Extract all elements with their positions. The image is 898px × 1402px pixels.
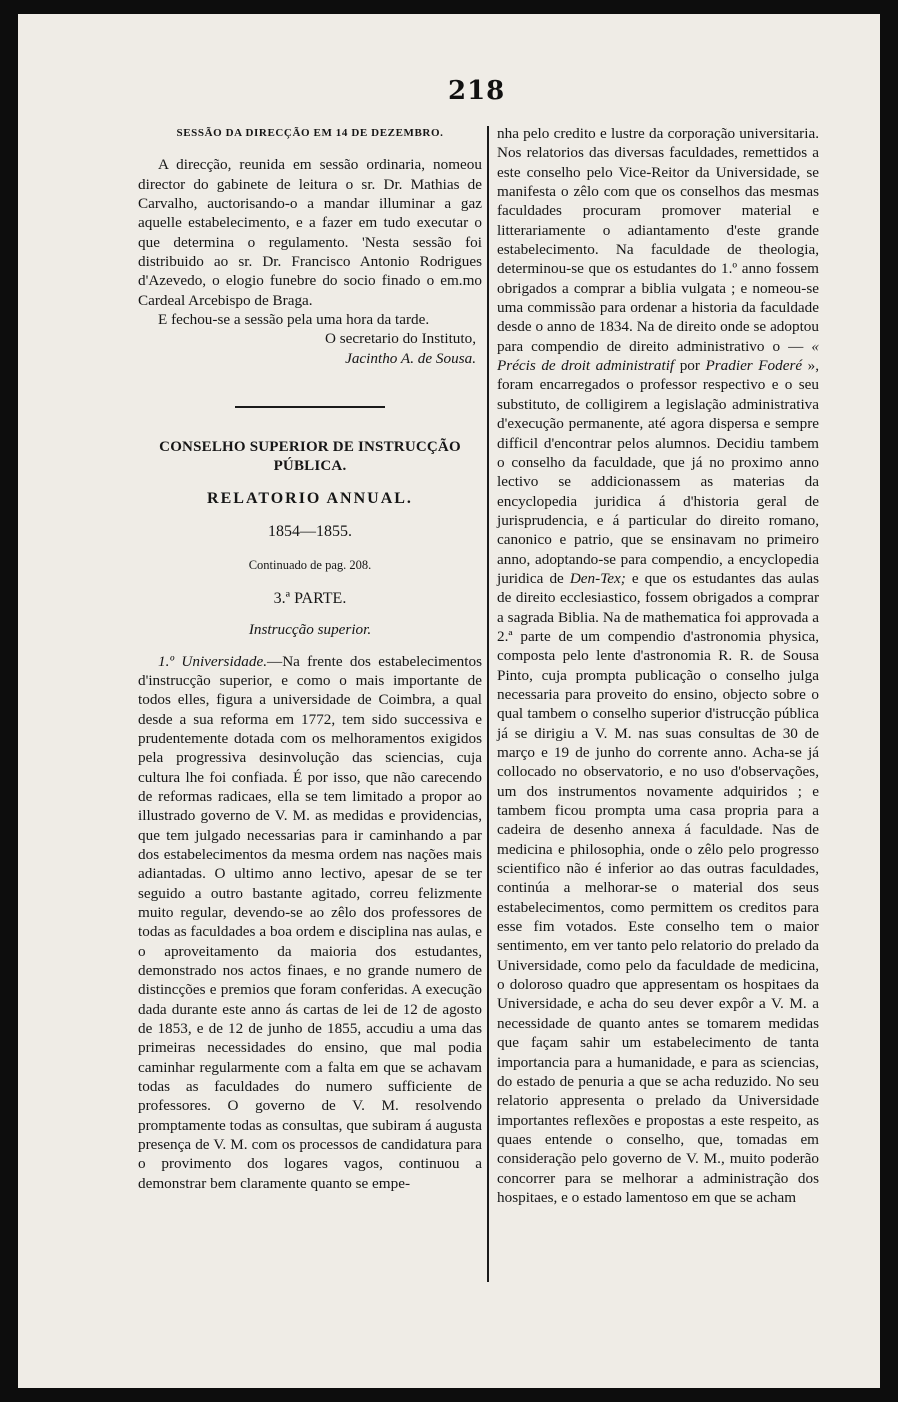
report-years: 1854—1855. bbox=[268, 523, 352, 541]
right-text-d: e que os estudantes das aulas de direito ecclesiastico, fossem obrigados a comprar a sagrada Biblia. Na de mathematica foi approvada a 2.ª parte de um compendio d'astronomia physica, composta pelo lente d'astronomia R. R. de Sousa Pinto, cuja prompta publicação o conselho julga necessaria para proveito do ensino, objecto sobre o qual tambem o conselho superior d'istrucção pública já se dirigiu a V. M. nas suas consultas de 30 de março e 19 de junho do corrente anno. Acha-se já collocado no observatorio, e no uso d'observações, um dos instrumentos novamente adquiridos ; e tambem ficou prompta uma casa propria para a cadeira de desenho annexa á faculdade. Nas de medicina e philosophia, onde o zêlo pelo progresso scientifico não é inferior ao das outras faculdades, continúa a melhorar-se o material dos seus estabelecimentos, como permittem os creditos para esse fim votados. Este conselho tem o maior sentimento, em ver tanto pelo relatorio do prelado da Universidade, como pelo da faculdade de medicina, o doloroso quadro que appresentam os hospitaes da Universidade, e acha do seu dever expôr a V. M. a necessidade de quanto antes se tomarem medidas que façam sahir um estabelecimento de tanta importancia para a humanidade, e para as sciencias, do estado de penuria a que se acha reduzido. No seu relatorio appresenta o prelado da Universidade importantes reflexões e propostas a este respeito, as quaes entende o conselho, que, tomadas em consideração pelo governo de V. M., muito poderão concorrer para se melhorar a administração dos hospitaes, e o estado lamentoso em que se acham bbox=[497, 569, 820, 1206]
precis-author: Pradier Foderé bbox=[705, 357, 803, 375]
section-divider-rule bbox=[235, 406, 385, 408]
part-heading: 3.ª PARTE. bbox=[273, 589, 347, 607]
session-paragraph-2: E fechou-se a sessão pela uma hora da tarde. bbox=[158, 311, 430, 329]
university-paragraph bbox=[138, 652, 482, 1194]
session-paragraph-1: A direcção, reunida em sessão ordinaria, nomeou director do gabinete de leitura o sr. Dr. Mathias de Carvalho, auctorisando-o a mandar illuminar a gaz aquelle estabelecimento, e a fazer em tudo executar o que determina o regulamento. 'Nesta sessão foi distribuido ao sr. Dr. Francisco Antonio Rodrigues d'Azevedo, o elogio funebre do socio finado o em.mo Cardeal Arcebispo de Braga. bbox=[138, 156, 482, 309]
section-subheading: Instrucção superior. bbox=[248, 621, 372, 639]
right-paragraph bbox=[497, 124, 819, 1207]
report-heading: RELATORIO ANNUAL. bbox=[207, 489, 413, 507]
university-label: 1.º Universidade. bbox=[158, 652, 267, 670]
column-divider bbox=[487, 126, 489, 1282]
page-number: 218 bbox=[448, 76, 506, 106]
right-text-b: por bbox=[679, 357, 700, 375]
right-text-a: nha pelo credito e lustre da corporação universitaria. Nos relatorios das diversas faculdades, remettidos a este conselho pelo Vice-Reitor da Universidade, se manifesta o zêlo com que os conselhos das mesmas faculdades procuram promover material e litterariamente o adiantamento d'este grande estabelecimento. Na faculdade de theologia, determinou-se que os estudantes do 1.º anno fossem obrigados a comprar a biblia vulgata ; e nomeou-se uma commissão para ordenar a historia da faculdade desde o anno de 1834. Na de direito onde se adoptou para compendio de direito administrativo o — bbox=[497, 125, 819, 355]
left-column bbox=[138, 124, 482, 1193]
council-heading: CONSELHO SUPERIOR DE INSTRUCÇÃO PÚBLICA. bbox=[159, 439, 461, 475]
signature-title: O secretario do Instituto, bbox=[325, 330, 476, 348]
university-text: —Na frente dos estabelecimentos d'instrucção superior, e como o mais importante de todos elles, figura a universidade de Coimbra, a qual desde a sua reforma em 1772, tem sido successiva e prudentemente dotada com os melhoramentos exigidos pela progressiva desinvolução das sciencias, cuja cultura lhe foi confiada. É por isso, que não carecendo de reformas radicaes, ella se tem limitado a propor ao illustrado governo de V. M. as medidas e providencias, que tem julgado necessarias para ir caminhando a par dos estabelecimentos da mesma ordem nas nações mais adiantadas. O ultimo anno lectivo, apesar de se ter seguido a outro bastante agitado, correu felizmente muito regular, devendo-se ao zêlo dos professores de todas as faculdades a boa ordem e disciplina nas aulas, e o aproveitamento da maioria dos estudantes, demonstrado nos actos finaes, e no grande numero de distincções e premios que foram conferidas. A execução dada durante este anno ás cartas de lei de 12 de agosto de 1853, e de 12 de junho de 1855, accudiu a uma das primeiras necessidades do ensino, que mal podia caminhar regularmente com a falta em que se achavam todas as faculdades do numero sufficiente de professores. O governo de V. M. resolvendo promptamente todas as consultas, que subiram á augusta presença de V. M. com os processos de candidatura para o provimento dos logares vagos, continuou a demonstrar bem claramente quanto se empe- bbox=[138, 652, 482, 1192]
signature-name: Jacintho A. de Sousa. bbox=[345, 349, 476, 367]
session-heading: SESSÃO DA DIRECÇÃO EM 14 DE DEZEMBRO. bbox=[176, 127, 444, 139]
right-text-c: », foram encarregados o professor respectivo e o seu substituto, de colligirem a legislação administrativa d'execução permanente, até agora dispersa e sempre difficil d'encontrar pelos alumnos. Decidiu tambem o conselho da faculdade, que já no proximo anno lectivo se addicionassem as materias da encyclopedia juridica á d'historia geral de jurisprudencia, e á particular do direito romano, canonico e patrio, que se ensinavam no primeiro anno, adoptando-se para compendio, a encyclopedia juridica de bbox=[497, 357, 820, 587]
document-page bbox=[18, 14, 880, 1388]
right-column bbox=[497, 124, 819, 1207]
continued-note: Continuado de pag. 208. bbox=[248, 557, 372, 572]
precis-title: « Précis de droit administratif bbox=[497, 337, 819, 375]
dentex-title: Den-Tex; bbox=[569, 569, 626, 587]
